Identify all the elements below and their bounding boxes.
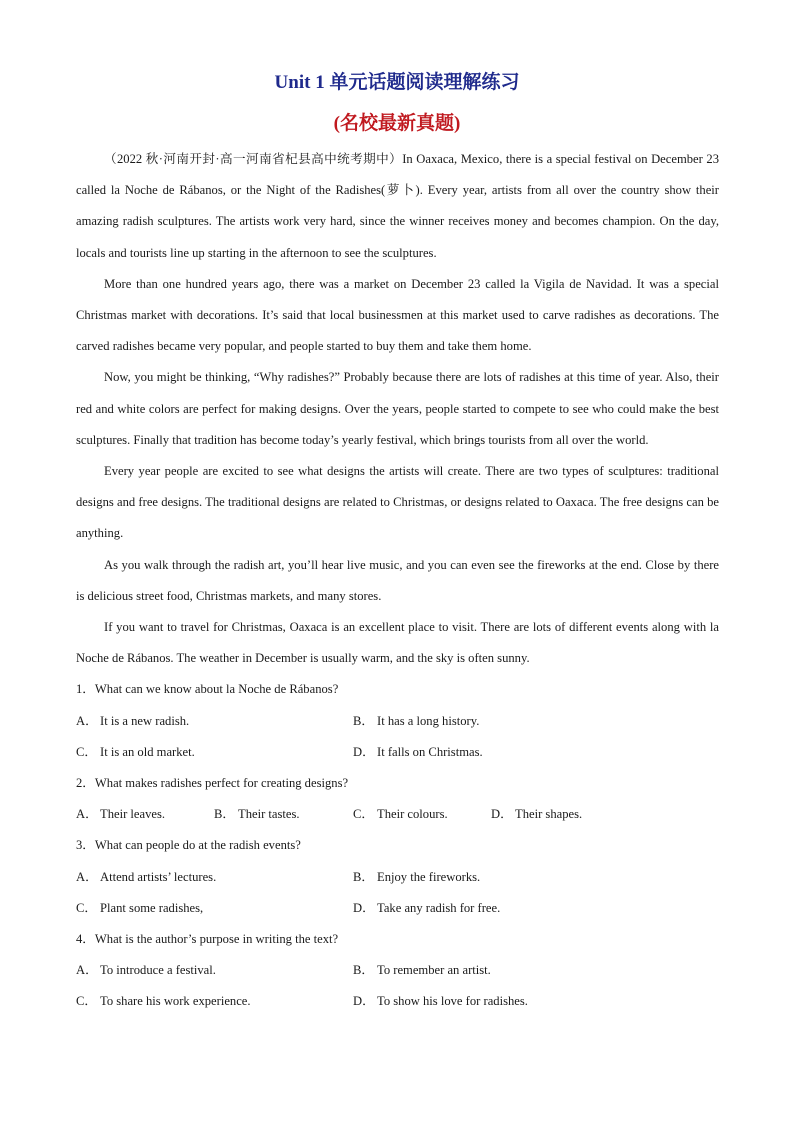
option-d: D． It falls on Christmas. <box>353 744 483 759</box>
passage-paragraph: If you want to travel for Christmas, Oaxaca is an excellent place to visit. There are lots of different events along with la Noche de Rábanos. The weather in December is usually warm, and the sky is often sunny. <box>76 620 719 666</box>
source-note: （2022 秋·河南开封·高一河南省杞县高中统考期中） <box>104 152 403 166</box>
option-a: A． Their leaves. <box>76 807 166 822</box>
passage-paragraph: （2022 秋·河南开封·高一河南省杞县高中统考期中）In Oaxaca, Mexico, there is a special festival on December 23 called la Noche de Rábanos, or the Night of the Radishes(萝卜). Every year, artists from all over the country show their amazing radish sculptures. The artists work very hard, since the winner receives money and becomes champion. On the day, locals and tourists line up starting in the afternoon to see the sculptures. <box>76 152 719 260</box>
option-c: C． To share his work experience. <box>76 994 251 1009</box>
passage-paragraph: More than one hundred years ago, there was a market on December 23 called la Vigila de Navidad. It was a special Christmas market with decorations. It’s said that local businessmen at this market used to carve radishes as decorations. The carved radishes became very popular, and people started to buy them and take them home. <box>76 276 719 354</box>
option-c: C． Plant some radishes, <box>76 900 204 915</box>
document-body <box>76 144 719 1018</box>
option-d: D． To show his love for radishes. <box>353 994 528 1009</box>
option-c: C． It is an old market. <box>76 744 195 759</box>
question-stem: 3．What can people do at the radish events? <box>76 838 301 853</box>
question-stem: 2．What makes radishes perfect for creating designs? <box>76 776 349 791</box>
option-a: A． Attend artists’ lectures. <box>76 869 217 884</box>
option-row <box>76 706 719 737</box>
option-d: D． Take any radish for free. <box>353 900 501 915</box>
option-b: B． Their tastes. <box>214 807 300 822</box>
option-row <box>76 986 719 1017</box>
question-stem: 1．What can we know about la Noche de Rábanos? <box>76 682 339 697</box>
option-b: B． To remember an artist. <box>353 963 491 978</box>
passage-paragraph: Now, you might be thinking, “Why radishes?” Probably because there are lots of radishes at this time of year. Also, their red and white colors are perfect for making designs. Over the years, people started to compete to see who could make the best sculptures. Finally that tradition has become today’s yearly festival, which brings tourists from all over the world. <box>76 370 719 447</box>
option-row <box>76 893 719 924</box>
passage-paragraph: Every year people are excited to see what designs the artists will create. There are two types of sculptures: traditional designs and free designs. The traditional designs are related to Christmas, or designs related to Oaxaca. The free designs can be anything. <box>76 464 719 541</box>
option-b: B． Enjoy the fireworks. <box>353 869 481 884</box>
question-stem: 4．What is the author’s purpose in writing the text? <box>76 932 339 947</box>
option-c: C． Their colours. <box>353 807 448 822</box>
option-row <box>76 737 719 768</box>
option-row <box>76 799 719 830</box>
page-subtitle: (名校最新真题) <box>333 113 461 134</box>
option-row <box>76 862 719 893</box>
passage-paragraph: As you walk through the radish art, you’ll hear live music, and you can even see the fireworks at the end. Close by there is delicious street food, Christmas markets, and many stores. <box>76 557 719 603</box>
option-d: D． Their shapes. <box>491 807 583 822</box>
option-a: A． To introduce a festival. <box>76 963 216 978</box>
page-title: Unit 1 单元话题阅读理解练习 <box>274 72 520 93</box>
option-a: A． It is a new radish. <box>76 713 190 728</box>
option-b: B． It has a long history. <box>353 713 480 728</box>
option-row <box>76 955 719 986</box>
